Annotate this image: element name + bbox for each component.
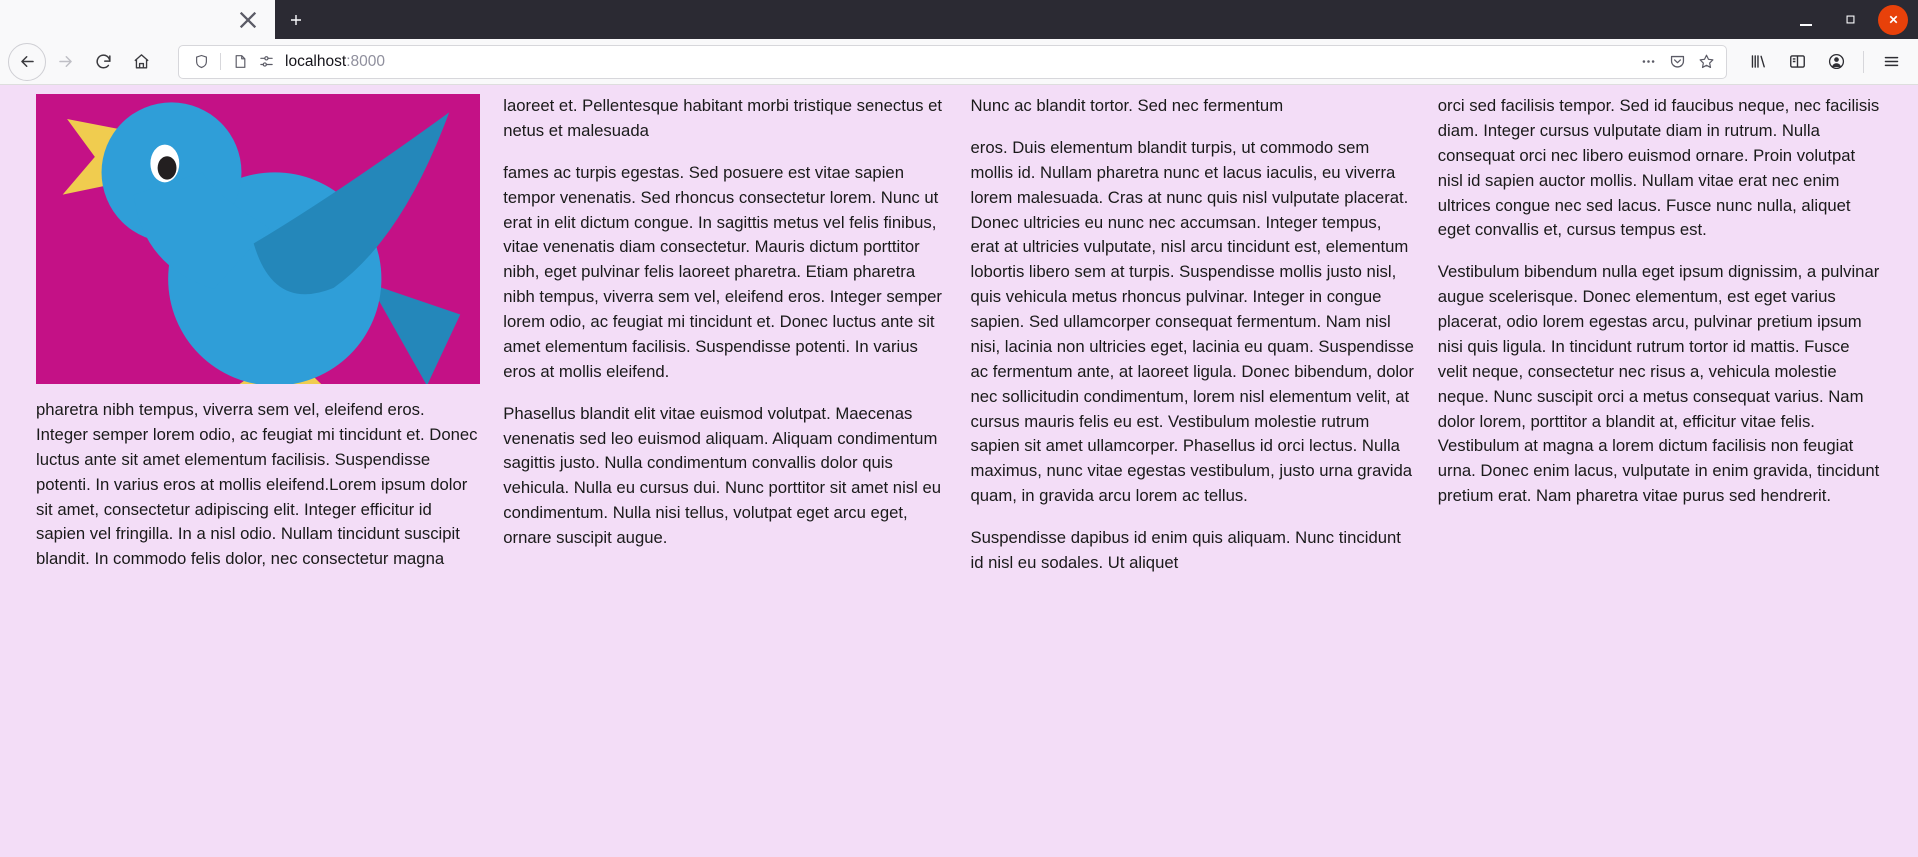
new-tab-button[interactable] (277, 0, 315, 39)
toolbar-right (1739, 43, 1910, 81)
address-bar[interactable] (178, 45, 1727, 79)
home-button[interactable] (122, 43, 160, 81)
close-window-button[interactable] (1878, 5, 1908, 35)
permissions-icon[interactable] (254, 50, 278, 74)
page-actions-icon[interactable] (1634, 48, 1662, 76)
paragraph: Suspendisse dapibus id enim quis aliquam. Nunc tincidunt id nisl eu sodales. Ut aliquet (970, 528, 1401, 572)
menu-icon[interactable] (1872, 43, 1910, 81)
account-icon[interactable] (1817, 43, 1855, 81)
url-port: :8000 (346, 52, 385, 70)
article-columns (0, 85, 1918, 857)
bird-eye-pupil (158, 156, 177, 179)
navigation-toolbar (0, 39, 1918, 85)
shield-icon[interactable] (189, 50, 213, 74)
bookmark-star-icon[interactable] (1692, 48, 1720, 76)
page-content (0, 85, 1918, 857)
paragraph: fames ac turpis egestas. Sed posuere est vitae sapien tempor venenatis. Sed rhoncus consectetur lorem. Nunc ut erat in elit dictum congue. In sagittis metus vel felis finibus, vitae venenatis diam consectetur. Mauris dictum porttitor nibh, eget pulvinar felis laoreet pharetra. Etiam pharetra nibh tempus, viverra sem vel, eleifend eros. Integer semper lorem odio, ac feugiat mi tincidunt et. Donec luctus ante sit amet elementum facilisis. Suspendisse potenti. In varius eros at mollis eleifend. (503, 162, 942, 381)
browser-tab[interactable] (0, 0, 275, 39)
close-icon[interactable] (235, 7, 261, 33)
back-button[interactable] (8, 43, 46, 81)
minimize-button[interactable] (1784, 0, 1828, 39)
bird-svg (36, 94, 480, 384)
url-text[interactable] (278, 53, 1634, 71)
paragraph: orci sed facilisis tempor. Sed id faucibus neque, nec facilisis diam. Integer cursus vulputate diam in rutrum. Nulla consequat orci nec libero euismod ornare. Proin volutpat nisl id sapien auctor mollis. Nullam vitae erat nec enim ultrices congue nec sed lacus. Fusce nunc nulla, aliquet eget convallis et, cursus tempus est. (1437, 96, 1880, 240)
url-host: localhost (285, 52, 347, 70)
library-icon[interactable] (1739, 43, 1777, 81)
paragraph: Vestibulum bibendum nulla eget ipsum dignissim, a pulvinar augue scelerisque. Donec elementum, est eget varius placerat, odio lorem egestas arcu, pulvinar pretium ipsum nisi quis ligula. In tincidunt rutrum tortor id mattis. Fusce velit neque, consectetur nec risus a, vehicula molestie neque. Nunc suscipit orci a metus consequat varius. Nam dolor lorem, porttitor a blandit at, efficitur vitae felis. Vestibulum at magna a lorem dictum facilisis non feugiat urna. Donec enim lacus, vulputate in enim gravida, tincidunt pretium erat. Nam pharetra vitae purus sed hendrerit. (1437, 262, 1880, 506)
toolbar-divider (1863, 51, 1864, 73)
pocket-icon[interactable] (1663, 48, 1691, 76)
paragraph: eros. Duis elementum blandit turpis, ut commodo sem mollis id. Nullam pharetra nunc et lacus iaculis, eu viverra lorem malesuada. Cras at nunc quis nisl vulputate placerat. Donec ultricies eu nunc nec accumsan. Integer tempus, erat at ultricies vulputate, nisl arcu tincidunt est, elementum lobortis libero sem at turpis. Suspendisse mollis justo nisl, quis vehicula metus rhoncus pulvinar. Integer in congue sapien. Sed ullamcorper consequat fermentum. Nam nisl nisi, lacinia non ultricies eget, lacinia eu quam. Suspendisse ac fermentum ante, at laoreet ligula. Donec bibendum, dolor nec sollicitudin condimentum, lorem nisl elementum velit, at cursus mauris felis eu est. Vestibulum molestie rutrum sapien sit amet ullamcorper. Phasellus id orci lectus. Nulla maximus, nunc vitae egestas vestibulum, justo urna gravida quam, in gravida arcu lorem ac tellus. (970, 137, 1414, 506)
paragraph: pharetra nibh tempus, viverra sem vel, eleifend eros. Integer semper lorem odio, ac feugiat mi tincidunt et. Donec luctus ante sit amet elementum facilisis. Suspendisse potenti. In varius eros at mollis eleifend.Lorem ipsum dolor sit amet, consectetur adipiscing elit. Integer efficitur id sapien vel fringilla. In a nisl odio. Nullam tincidunt suscipit blandit. In commodo felis dolor, nec consectetur magna laoreet et. Pellentesque habitant morbi tristique senectus et netus et malesuada (36, 96, 943, 569)
paragraph: Nunc ac blandit tortor. Sed nec fermentum (970, 96, 1284, 115)
blue-bird-illustration (36, 94, 480, 384)
address-bar-divider (220, 53, 221, 70)
address-bar-actions (1634, 48, 1720, 76)
paragraph: Phasellus blandit elit vitae euismod volutpat. Maecenas venenatis sed leo euismod aliquam. Aliquam condimentum sagittis justo. Nulla condimentum convallis dolor quis vehicula. Nulla eu cursus dui. Nunc porttitor sit amet nisl eu condimentum. Nulla nisi tellus, volutpat eget arcu eget, ornare suscipit augue. (503, 403, 942, 547)
page-icon[interactable] (228, 50, 252, 74)
address-bar-icons (189, 50, 278, 74)
maximize-button[interactable] (1828, 0, 1872, 39)
sidebar-icon[interactable] (1778, 43, 1816, 81)
forward-button[interactable] (46, 43, 84, 81)
tab-strip (0, 0, 1918, 39)
window-controls (1784, 0, 1918, 39)
reload-button[interactable] (84, 43, 122, 81)
